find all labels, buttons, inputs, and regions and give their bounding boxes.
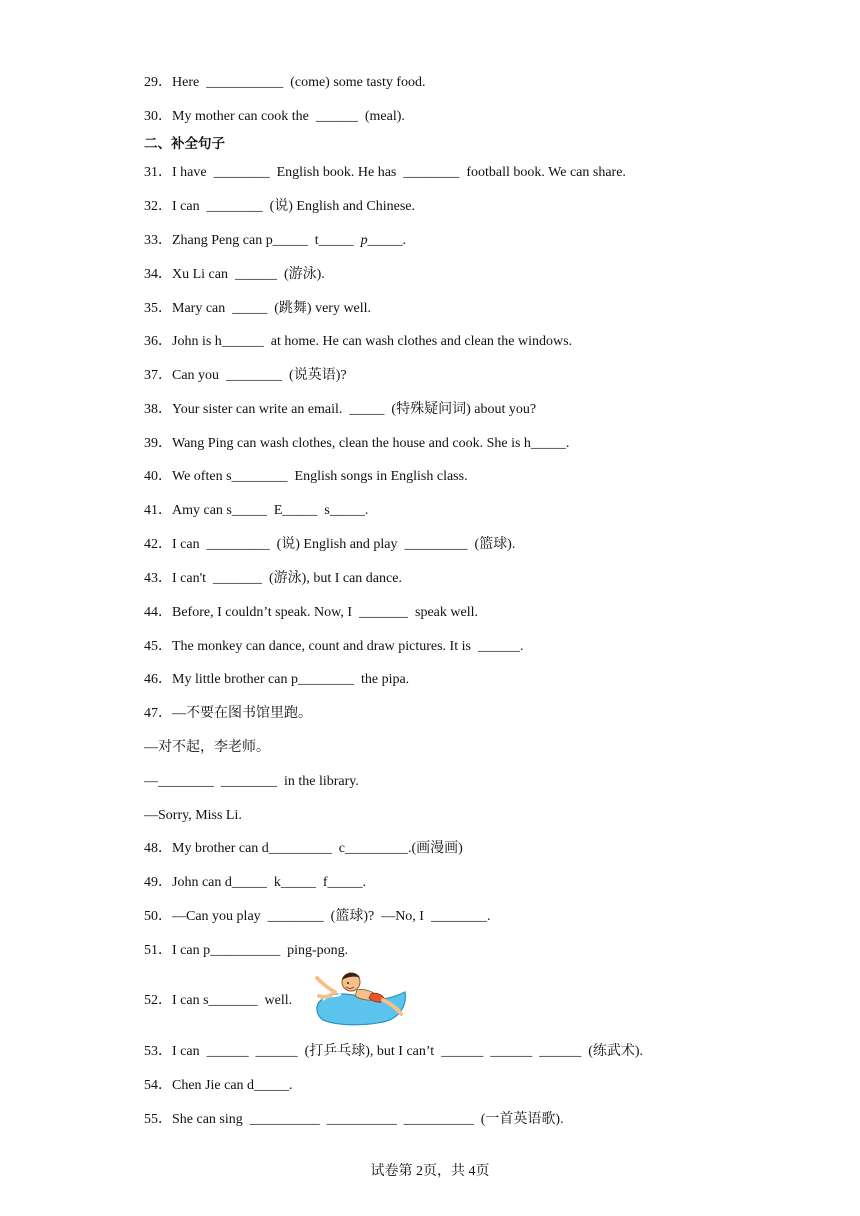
question-text: —不要在图书馆里跑。: [172, 706, 312, 721]
question-tail: _____.: [367, 233, 407, 248]
question-46: [144, 671, 409, 689]
question-text: —Can you play ________ (篮球)? —No, I ________.: [172, 909, 491, 924]
question-52: [144, 992, 292, 1010]
question-44: [144, 604, 478, 622]
question-text: We often s________ English songs in English class.: [172, 469, 468, 484]
question-text: I can ______ ______ (打乒乓球), but I can’t ______ ______ ______ (练武术).: [172, 1044, 644, 1059]
dialogue-line: —Sorry, Miss Li.: [144, 808, 242, 823]
question-36: [144, 333, 572, 351]
question-number: 43．: [144, 571, 172, 586]
question-number: 29．: [144, 75, 172, 90]
question-text: I can ________ (说) English and Chinese.: [172, 199, 416, 214]
question-text: Wang Ping can wash clothes, clean the house and cook. She is h_____.: [172, 436, 570, 451]
question-text: My little brother can p________ the pipa.: [172, 672, 410, 687]
question-number: 34．: [144, 267, 172, 282]
question-number: 54．: [144, 1078, 172, 1093]
question-number: 35．: [144, 301, 172, 316]
question-50: [144, 908, 490, 926]
question-number: 32．: [144, 199, 172, 214]
dialogue-line: —对不起，李老师。: [144, 740, 270, 755]
question-text: The monkey can dance, count and draw pictures. It is ______.: [172, 639, 524, 654]
question-text: She can sing __________ __________ __________ (一首英语歌).: [172, 1112, 564, 1127]
question-number: 48．: [144, 841, 172, 856]
question-31: [144, 164, 626, 182]
question-35: [144, 300, 371, 318]
question-text: Zhang Peng can p_____ t_____: [172, 233, 361, 248]
question-32: [144, 198, 415, 216]
question-53: [144, 1043, 643, 1061]
question-number: 33．: [144, 233, 172, 248]
question-30: [144, 108, 405, 126]
question-text: I can't _______ (游泳), but I can dance.: [172, 571, 402, 586]
question-number: 45．: [144, 639, 172, 654]
question-number: 47．: [144, 706, 172, 721]
question-39: [144, 435, 569, 453]
question-number: 51．: [144, 943, 172, 958]
question-38: [144, 401, 536, 419]
question-text: Can you ________ (说英语)?: [172, 368, 347, 383]
question-41: [144, 502, 368, 520]
question-text: Chen Jie can d_____.: [172, 1078, 293, 1093]
question-42: [144, 536, 515, 554]
question-number: 39．: [144, 436, 172, 451]
question-33: [144, 232, 406, 250]
question-number: 41．: [144, 503, 172, 518]
question-48: [144, 840, 463, 858]
question-text: John is h______ at home. He can wash clothes and clean the windows.: [172, 334, 573, 349]
question-number: 53．: [144, 1044, 172, 1059]
question-number: 31．: [144, 165, 172, 180]
question-number: 37．: [144, 368, 172, 383]
swimming-boy-picture: [313, 968, 409, 1028]
question-number: 44．: [144, 605, 172, 620]
question-number: 46．: [144, 672, 172, 687]
question-number: 38．: [144, 402, 172, 417]
question-text: Mary can _____ (跳舞) very well.: [172, 301, 372, 316]
question-37: [144, 367, 347, 385]
question-text: My mother can cook the ______ (meal).: [172, 109, 405, 124]
question-29: [144, 74, 426, 92]
question-text: I can s_______ well.: [172, 993, 293, 1008]
question-40: [144, 468, 468, 486]
question-49: [144, 874, 366, 892]
question-47: [144, 705, 312, 723]
question-number: 50．: [144, 909, 172, 924]
section-title: 二、补全句子: [144, 136, 225, 152]
question-number: 36．: [144, 334, 172, 349]
question-51: [144, 942, 348, 960]
question-55: [144, 1111, 564, 1129]
question-45: [144, 638, 523, 656]
question-number: 55．: [144, 1112, 172, 1127]
question-text: Here ___________ (come) some tasty food.: [172, 75, 426, 90]
question-text: I can _________ (说) English and play _________ (篮球).: [172, 537, 516, 552]
question-italic-letter: p: [360, 233, 368, 248]
question-number: 30．: [144, 109, 172, 124]
question-text: Before, I couldn’t speak. Now, I _______ speak well.: [172, 605, 478, 620]
question-text: Xu Li can ______ (游泳).: [172, 267, 325, 282]
question-54: [144, 1077, 293, 1095]
page-footer: 试卷第 2页，共 4页: [370, 1164, 490, 1179]
question-number: 40．: [144, 469, 172, 484]
question-text: John can d_____ k_____ f_____.: [172, 875, 367, 890]
question-number: 42．: [144, 537, 172, 552]
question-34: [144, 266, 325, 284]
question-text: My brother can d_________ c_________.(画漫画): [172, 841, 463, 856]
question-text: Amy can s_____ E_____ s_____.: [172, 503, 369, 518]
dialogue-line: —________ ________ in the library.: [144, 774, 359, 789]
question-43: [144, 570, 402, 588]
question-number: 52．: [144, 993, 172, 1008]
question-text: I can p__________ ping-pong.: [172, 943, 349, 958]
question-text: Your sister can write an email. _____ (特殊疑问词) about you?: [172, 402, 537, 417]
question-text: I have ________ English book. He has ________ football book. We can share.: [172, 165, 626, 180]
question-number: 49．: [144, 875, 172, 890]
